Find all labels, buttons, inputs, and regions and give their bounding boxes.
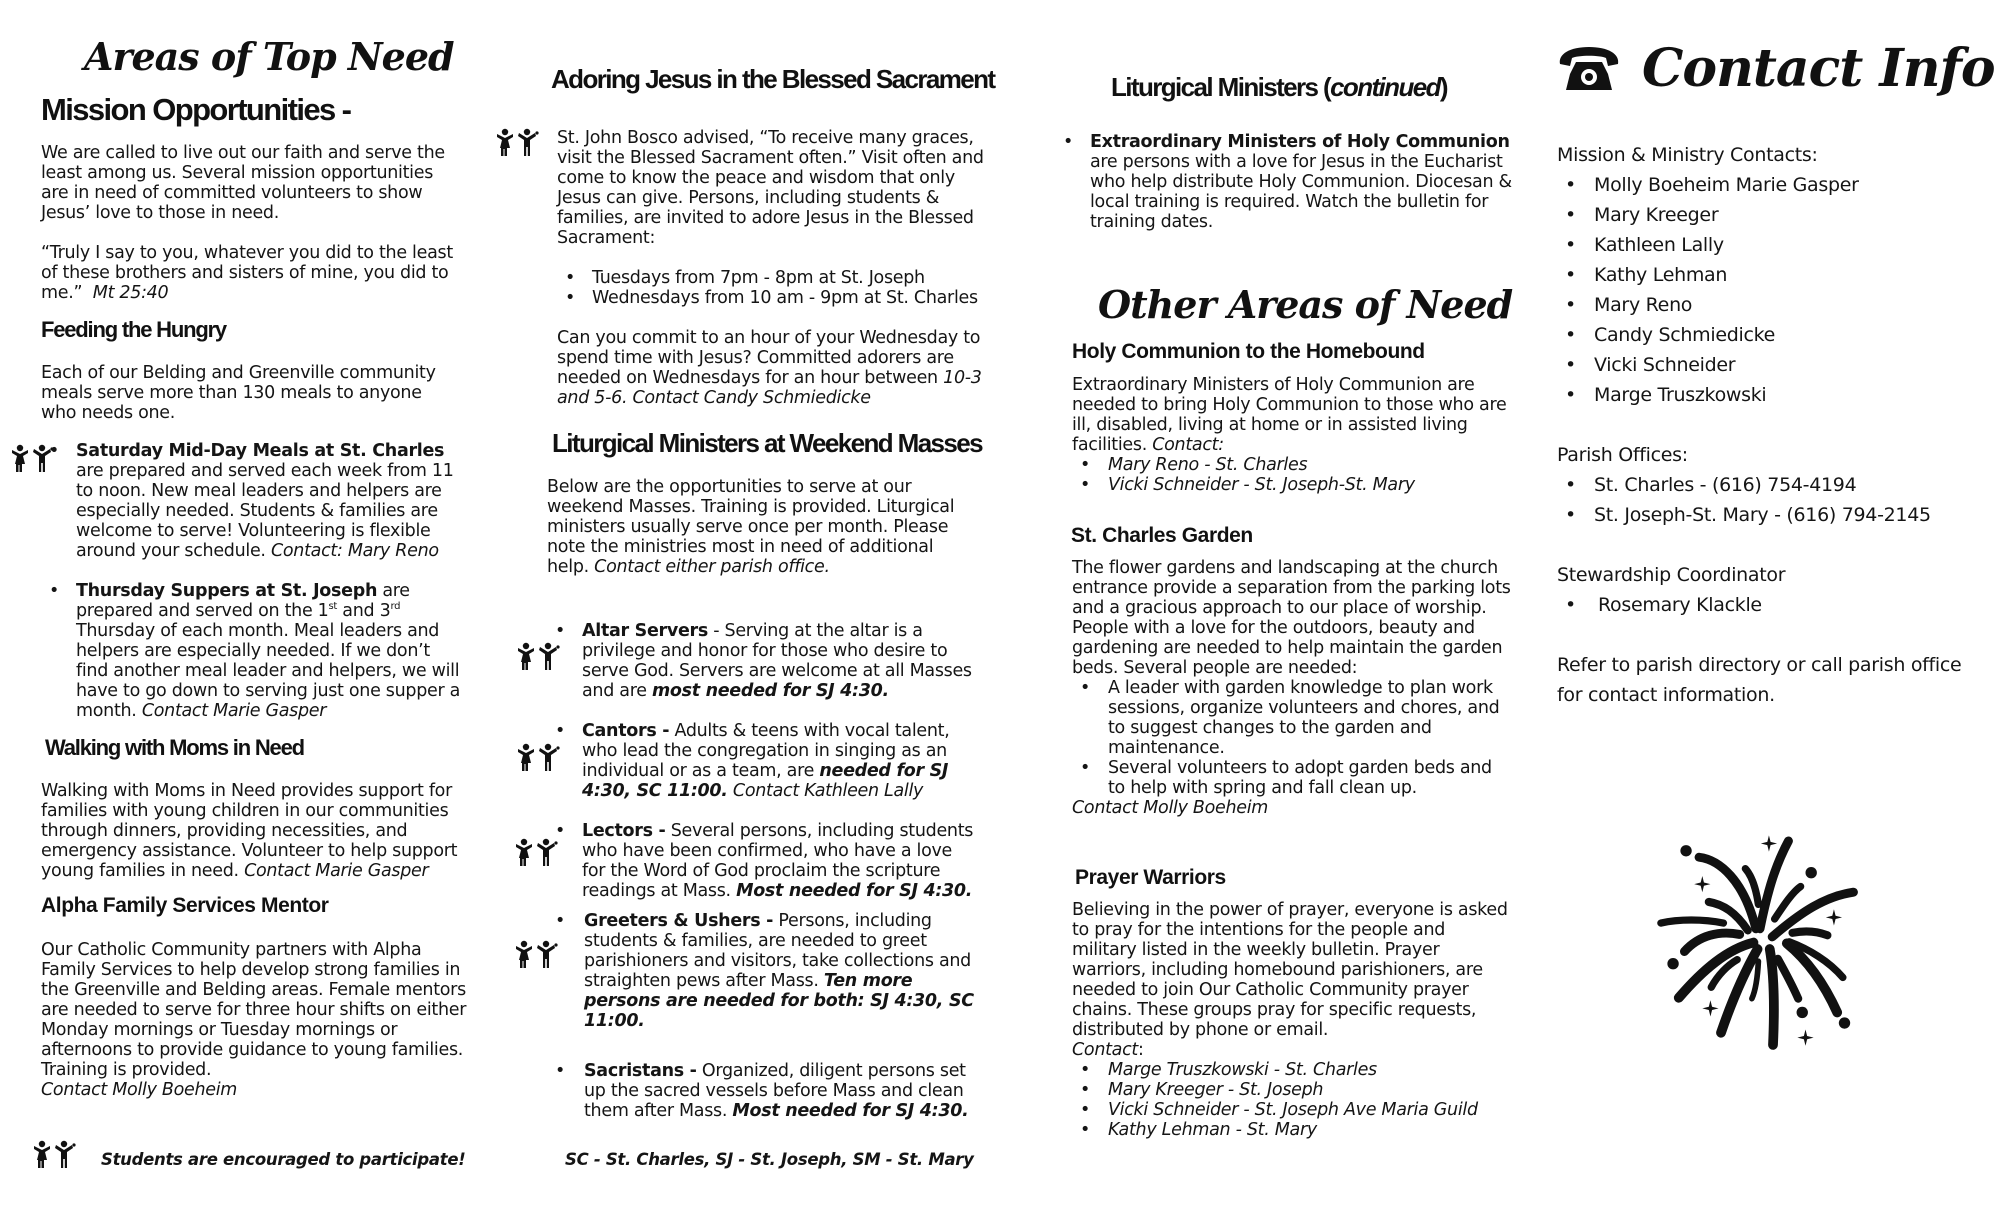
refer-note: Refer to parish directory or call parish office for contact information. — [1557, 654, 1962, 706]
prayer-text: Believing in the power of prayer, everyone is asked to pray for the intentions for the people and military listed in the weekly bulletin. Prayer warriors, including homebound parishioners, are needed to join Our Catholic Community prayer chains. These groups pray for specific requests, distributed by phone or email. — [1072, 900, 1508, 1040]
liturgical-heading: Liturgical Ministers at Weekend Masses — [552, 428, 983, 458]
telephone-icon — [1556, 44, 1622, 94]
parish-abbreviation-legend: SC - St. Charles, SJ - St. Joseph, SM - St. Mary — [565, 1150, 974, 1169]
prayer-section — [1072, 900, 1512, 1140]
thursday-text-b: and 3 — [337, 601, 391, 621]
garden-needs — [1072, 678, 1512, 798]
homebound-text — [1072, 375, 1512, 455]
prayer-contact-colon: : — [1138, 1040, 1144, 1060]
alpha-heading: Alpha Family Services Mentor — [41, 894, 329, 917]
list-item-greeters-ushers — [547, 911, 977, 1031]
prayer-contact-line — [1072, 1040, 1512, 1060]
fireworks-icon — [1630, 805, 1890, 1085]
prayer-contacts — [1072, 1060, 1512, 1140]
list-item-sacristans — [547, 1061, 977, 1121]
walking-moms-contact: Contact Marie Gasper — [244, 861, 429, 881]
stewardship-list — [1557, 590, 1997, 620]
role-need: Most needed for SJ 4:30. — [732, 1101, 969, 1121]
role-title: Altar Servers — [582, 621, 708, 641]
homebound-heading: Holy Communion to the Homebound — [1072, 340, 1425, 363]
list-item-contact: • Marge Truszkowski — [1557, 380, 1997, 410]
scripture-quote — [41, 243, 461, 303]
thursday-suppers-contact: Contact Marie Gasper — [141, 701, 327, 721]
saturday-meals-title: Saturday Mid-Day Meals at St. Charles — [76, 441, 445, 461]
list-item-office-phone[interactable]: • St. Charles - (616) 754-4194 — [1557, 470, 1997, 500]
garden-contact: Contact Molly Boeheim — [1072, 798, 1269, 818]
adoration-times — [557, 268, 987, 308]
contact-info-title: Contact Info — [1642, 38, 1995, 99]
commit-text: Can you commit to an hour of your Wednesday to spend time with Jesus? Committed adorers are needed on Wednesdays for an hour between — [557, 328, 981, 388]
role-text: Several persons, including students who have been confirmed, who have a love for the Word of God proclaim the scripture readings at Mass. — [582, 821, 974, 901]
sup-st: st — [328, 601, 338, 613]
quote-reference: Mt 25:40 — [92, 283, 169, 303]
walking-moms-text — [41, 781, 471, 881]
quote-text: “Truly I say to you, whatever you did to the least of these brothers and sisters of mine, you did to me.” — [41, 243, 453, 303]
role-need: needed for SJ 4:30, SC 11:00. — [582, 761, 949, 801]
list-item-contact: • Kathleen Lally — [1557, 230, 1997, 260]
list-item-contact: • Molly Boeheim Marie Gasper — [1557, 170, 1997, 200]
sup-rd: rd — [390, 601, 401, 613]
homebound-contacts — [1072, 455, 1512, 495]
prayer-contact-label: Contact — [1072, 1040, 1138, 1060]
mission-intro — [41, 143, 461, 303]
continued-title: Liturgical Ministers ( — [1111, 72, 1331, 102]
commit-contact: 10-3 and 5-6. Contact Candy Schmiedicke — [557, 368, 982, 408]
feeding-hungry-heading: Feeding the Hungry — [41, 317, 226, 342]
role-need: Most needed for SJ 4:30. — [736, 881, 973, 901]
homebound-contact-label: Contact: — [1152, 435, 1224, 455]
walking-moms-heading: Walking with Moms in Need — [45, 735, 304, 760]
liturgical-roles-list — [547, 621, 977, 1121]
stewardship-label: Stewardship Coordinator — [1557, 564, 1786, 586]
list-item-garden-need: • A leader with garden knowledge to plan work sessions, organize volunteers and chores, and to suggest changes to the garden and maintenance. — [1072, 678, 1512, 758]
role-title: Lectors - — [582, 821, 666, 841]
adoring-section — [557, 128, 987, 408]
homebound-section — [1072, 375, 1512, 495]
alpha-contact: Contact Molly Boeheim — [41, 1080, 238, 1100]
continued-paren: ) — [1439, 72, 1447, 102]
parish-offices-list — [1557, 470, 1997, 530]
role-title: Cantors - — [582, 721, 670, 741]
list-item-contact: • Mary Kreeger - St. Joseph — [1072, 1080, 1512, 1100]
prayer-warriors-heading: Prayer Warriors — [1075, 866, 1226, 889]
thursday-text-a: are prepared and served on the 1 — [76, 581, 410, 621]
thursday-suppers-title: Thursday Suppers at St. Joseph — [76, 581, 378, 601]
liturgical-intro-contact: Contact either parish office. — [594, 557, 830, 577]
list-item-saturday-meals — [41, 441, 461, 561]
role-title: Greeters & Ushers - — [584, 911, 774, 931]
continued-italic: continued — [1330, 72, 1440, 102]
ministry-contacts-section — [1557, 140, 1997, 710]
list-item-altar-servers — [547, 621, 977, 701]
walking-moms-body: Walking with Moms in Need provides support for families with young children in our communities through dinners, providing necessities, and emergency assistance. Volunteer to help support young families in need. — [41, 781, 458, 881]
list-item-contact: • Mary Reno - St. Charles — [1072, 455, 1512, 475]
alpha-text: Our Catholic Community partners with Alpha Family Services to help develop strong families in the Greenville and Belding areas. Female mentors are needed to serve for three hour shifts on either Monday mornings or Tuesday mornings or afternoons to provide guidance to young families. Training is provided. — [41, 940, 467, 1080]
emhc-list — [1055, 132, 1515, 232]
list-item-lectors — [547, 821, 977, 901]
list-item-steward: • Rosemary Klackle — [1557, 590, 1997, 620]
list-item-emhc — [1055, 132, 1515, 232]
garden-heading: St. Charles Garden — [1071, 524, 1253, 547]
emhc-text: are persons with a love for Jesus in the Eucharist who help distribute Holy Communion. Diocesan & local training is required. Watch the bulletin for training dates. — [1090, 152, 1512, 232]
list-item-adoration-time: • Wednesdays from 10 am - 9pm at St. Charles — [557, 288, 987, 308]
list-item-contact: • Mary Kreeger — [1557, 200, 1997, 230]
students-encouraged-note: Students are encouraged to participate! — [101, 1150, 466, 1169]
garden-section — [1072, 558, 1512, 818]
list-item-contact: • Marge Truszkowski - St. Charles — [1072, 1060, 1512, 1080]
students-kids-icon — [495, 128, 539, 158]
list-item-contact: • Mary Reno — [1557, 290, 1997, 320]
areas-of-top-need-title: Areas of Top Need — [84, 34, 454, 79]
list-item-garden-need: • Several volunteers to adopt garden beds and to help with spring and fall clean up. — [1072, 758, 1512, 798]
list-item-adoration-time: • Tuesdays from 7pm - 8pm at St. Joseph — [557, 268, 987, 288]
emhc-title: Extraordinary Ministers of Holy Communion — [1090, 132, 1510, 152]
list-item-cantors — [547, 721, 977, 801]
list-item-office-phone[interactable]: • St. Joseph-St. Mary - (616) 794-2145 — [1557, 500, 1997, 530]
garden-text: The flower gardens and landscaping at the church entrance provide a separation from the parking lots and a gracious approach to our place of worship. People with a love for the outdoors, beauty and gardening are needed to help maintain the garden beds. Several people are needed: — [1072, 558, 1511, 678]
role-text: Persons, including students & families, are needed to greet parishioners and visitors, take collections and straighten pews after Mass. — [584, 911, 971, 991]
alpha-section — [41, 940, 471, 1100]
saturday-meals-contact: Contact: Mary Reno — [270, 541, 439, 561]
adoring-heading: Adoring Jesus in the Blessed Sacrament — [551, 64, 995, 94]
meal-list — [41, 441, 461, 721]
list-item-contact: • Candy Schmiedicke — [1557, 320, 1997, 350]
adoring-text: St. John Bosco advised, “To receive many graces, visit the Blessed Sacrament often.” Visit often and come to know the peace and wisdom that only Jesus can give. Persons, including students & families, are invited to adore Jesus in the Blessed Sacrament: — [557, 128, 984, 248]
parish-offices-label: Parish Offices: — [1557, 444, 1688, 466]
homebound-body: Extraordinary Ministers of Holy Communion are needed to bring Holy Communion to those who are ill, disabled, living at home or in assisted living facilities. — [1072, 375, 1507, 455]
saturday-meals-text: are prepared and served each week from 11 to noon. New meal leaders and helpers are especially needed. Students & families are welcome to serve! Volunteering is flexible around your schedule. — [76, 461, 454, 561]
list-item-contact: • Kathy Lehman — [1557, 260, 1997, 290]
ministry-contacts-list — [1557, 170, 1997, 410]
ministry-contacts-label: Mission & Ministry Contacts: — [1557, 144, 1818, 166]
mission-intro-text: We are called to live out our faith and serve the least among us. Several mission opportunities are in need of committed volunteers to show Jesus’ love to those in need. — [41, 143, 445, 223]
students-kids-icon — [32, 1140, 76, 1170]
liturgical-intro-text: Below are the opportunities to serve at our weekend Masses. Training is provided. Liturgical ministers usually serve once per month. Please note the ministries most in need of additional help. — [547, 477, 955, 577]
list-item-contact: • Vicki Schneider — [1557, 350, 1997, 380]
role-need: most needed for SJ 4:30. — [651, 681, 889, 701]
mission-opportunities-heading: Mission Opportunities - — [41, 92, 351, 127]
role-title: Sacristans - — [584, 1061, 697, 1081]
liturgical-intro — [547, 477, 967, 577]
list-item-thursday-suppers — [41, 581, 461, 721]
role-text: Adults & teens with vocal talent, who lead the congregation in singing as an individual or as a team, are — [582, 721, 950, 781]
list-item-contact: • Vicki Schneider - St. Joseph Ave Maria Guild — [1072, 1100, 1512, 1120]
liturgical-continued-heading — [1111, 72, 1447, 103]
adoring-commit — [557, 328, 987, 408]
other-areas-title: Other Areas of Need — [1098, 282, 1513, 327]
role-text: - Serving at the altar is a privilege and honor for those who desire to serve God. Servers are welcome at all Masses and are — [582, 621, 972, 701]
role-contact: Contact Kathleen Lally — [727, 781, 924, 801]
list-item-contact: • Kathy Lehman - St. Mary — [1072, 1120, 1512, 1140]
list-item-contact: • Vicki Schneider - St. Joseph-St. Mary — [1072, 475, 1512, 495]
role-text: Organized, diligent persons set up the sacred vessels before Mass and clean them after Mass. — [584, 1061, 966, 1121]
thursday-text-c: Thursday of each month. Meal leaders and helpers are especially needed. If we don’t find another meal leader and helpers, we will have to go down to serving just one supper a month. — [76, 621, 461, 721]
role-need: Ten more persons are needed for both: SJ 4:30, SC 11:00. — [584, 971, 974, 1031]
feeding-hungry-text: Each of our Belding and Greenville community meals serve more than 130 meals to anyone who needs one. — [41, 363, 436, 423]
